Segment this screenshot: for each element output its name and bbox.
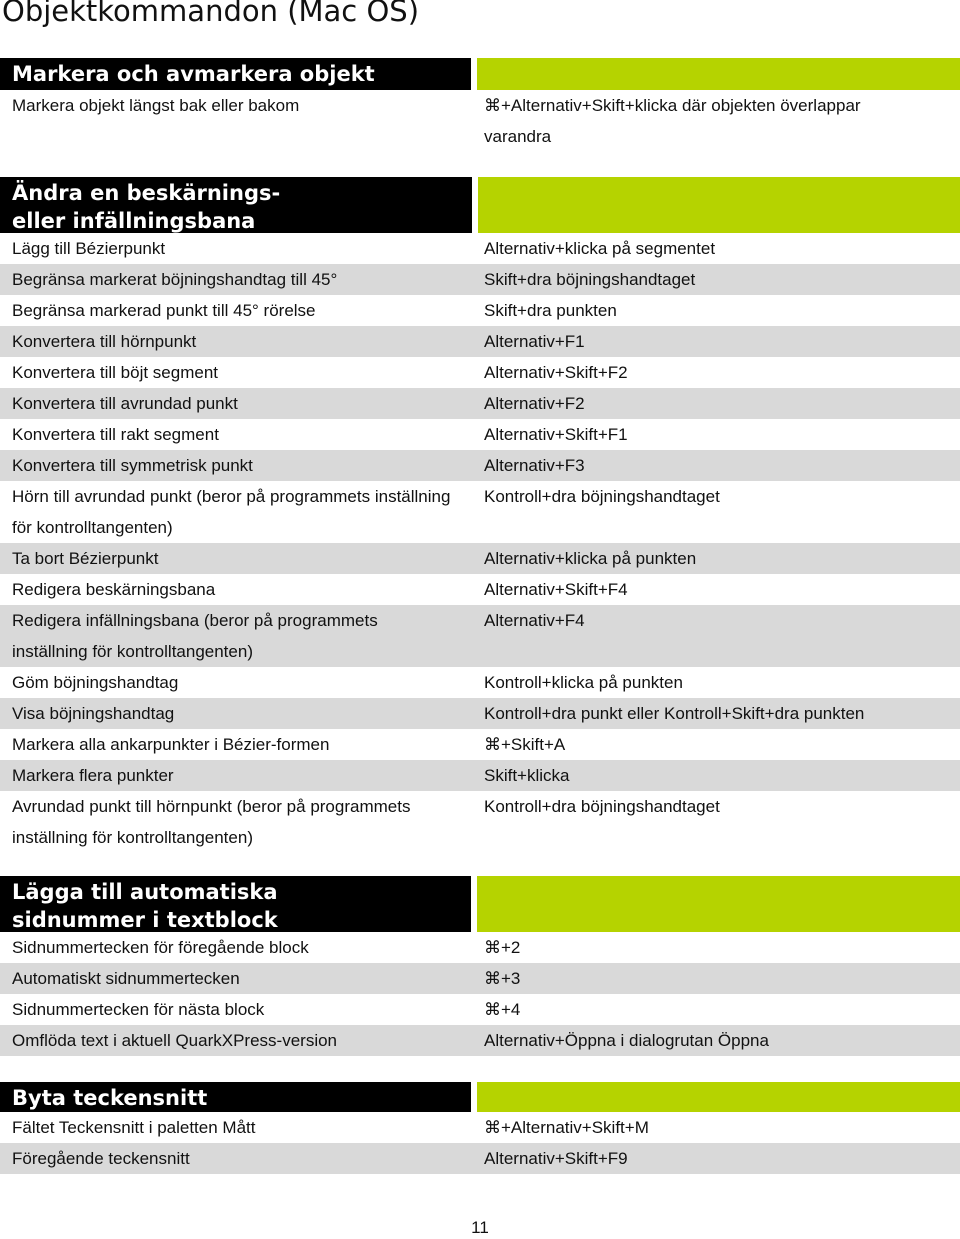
section-font bbox=[0, 1082, 960, 1174]
shortcut: ⌘+2 bbox=[484, 938, 521, 957]
section-select bbox=[0, 58, 960, 152]
section-accent bbox=[477, 876, 960, 932]
command-label: Lägg till Bézierpunkt bbox=[12, 239, 166, 258]
table-row bbox=[0, 605, 960, 667]
shortcut: Kontroll+klicka på punkten bbox=[484, 673, 683, 692]
shortcut: ⌘+4 bbox=[484, 1000, 521, 1019]
section-title: Markera och avmarkera objekt bbox=[0, 58, 471, 90]
table-row bbox=[0, 357, 960, 388]
command-label: Konvertera till rakt segment bbox=[12, 425, 219, 444]
command-label: Göm böjningshandtag bbox=[12, 673, 179, 692]
command-label: Konvertera till böjt segment bbox=[12, 363, 218, 382]
shortcut: Alternativ+Skift+F2 bbox=[484, 363, 628, 382]
command-label: Omflöda text i aktuell QuarkXPress-version bbox=[12, 1031, 338, 1050]
table-row bbox=[0, 264, 960, 295]
shortcut: Alternativ+Skift+F9 bbox=[484, 1149, 628, 1168]
command-label: Redigera infällningsbana (beror på programmets inställning för kontrolltangenten) bbox=[12, 611, 378, 661]
section-title: Ändra en beskärnings-eller infällningsbana bbox=[0, 177, 472, 233]
section-paths bbox=[0, 177, 960, 853]
section-pagenum bbox=[0, 876, 960, 1056]
page-number: 11 bbox=[471, 1218, 489, 1237]
shortcut: ⌘+3 bbox=[484, 969, 521, 988]
command-label: Sidnummertecken för föregående block bbox=[12, 938, 309, 957]
shortcut: Alternativ+F1 bbox=[484, 332, 585, 351]
table-row bbox=[0, 543, 960, 574]
table-row bbox=[0, 698, 960, 729]
table-row bbox=[0, 1112, 960, 1143]
section-title: Byta teckensnitt bbox=[0, 1082, 471, 1112]
command-label: Automatiskt sidnummertecken bbox=[12, 969, 240, 988]
shortcut: Kontroll+dra böjningshandtaget bbox=[484, 797, 720, 816]
table-row bbox=[0, 932, 960, 963]
table-row bbox=[0, 90, 960, 152]
shortcut: Alternativ+Skift+F4 bbox=[484, 580, 628, 599]
command-label: Markera objekt längst bak eller bakom bbox=[12, 96, 300, 115]
shortcut: ⌘+Alternativ+Skift+klicka där objekten överlappar varandra bbox=[484, 96, 861, 146]
table-row bbox=[0, 574, 960, 605]
table-row bbox=[0, 729, 960, 760]
command-label: Föregående teckensnitt bbox=[12, 1149, 190, 1168]
command-label: Begränsa markerad punkt till 45° rörelse bbox=[12, 301, 316, 320]
table-row bbox=[0, 450, 960, 481]
table-row bbox=[0, 419, 960, 450]
command-label: Begränsa markerat böjningshandtag till 45° bbox=[12, 270, 338, 289]
table-row bbox=[0, 760, 960, 791]
command-label: Markera alla ankarpunkter i Bézier-formen bbox=[12, 735, 330, 754]
table-row bbox=[0, 791, 960, 853]
table-row bbox=[0, 1143, 960, 1174]
table-row bbox=[0, 295, 960, 326]
shortcut: Alternativ+klicka på segmentet bbox=[484, 239, 716, 258]
shortcut: Alternativ+Öppna i dialogrutan Öppna bbox=[484, 1031, 769, 1050]
table-row bbox=[0, 326, 960, 357]
shortcut: Alternativ+F4 bbox=[484, 611, 585, 630]
command-label: Fältet Teckensnitt i paletten Mått bbox=[12, 1118, 256, 1137]
command-label: Hörn till avrundad punkt (beror på programmets inställning för kontrolltangenten) bbox=[12, 487, 451, 537]
command-label: Sidnummertecken för nästa block bbox=[12, 1000, 265, 1019]
shortcut: Skift+dra böjningshandtaget bbox=[484, 270, 696, 289]
table-row bbox=[0, 233, 960, 264]
table-row bbox=[0, 963, 960, 994]
command-label: Markera flera punkter bbox=[12, 766, 174, 785]
table-row bbox=[0, 388, 960, 419]
table-row bbox=[0, 667, 960, 698]
shortcut: Alternativ+F3 bbox=[484, 456, 585, 475]
shortcut: Skift+klicka bbox=[484, 766, 570, 785]
command-label: Ta bort Bézierpunkt bbox=[12, 549, 159, 568]
shortcut: Alternativ+klicka på punkten bbox=[484, 549, 697, 568]
section-accent bbox=[477, 1082, 960, 1112]
table-row bbox=[0, 481, 960, 543]
command-label: Redigera beskärningsbana bbox=[12, 580, 216, 599]
page-title: Objektkommandon (Mac OS) bbox=[2, 0, 420, 28]
section-title: Lägga till automatiska sidnummer i textblock bbox=[0, 876, 471, 932]
shortcut: Kontroll+dra böjningshandtaget bbox=[484, 487, 720, 506]
shortcut: Skift+dra punkten bbox=[484, 301, 617, 320]
command-label: Visa böjningshandtag bbox=[12, 704, 175, 723]
command-label: Avrundad punkt till hörnpunkt (beror på programmets inställning för kontrolltangenten) bbox=[12, 797, 411, 847]
shortcut: ⌘+Alternativ+Skift+M bbox=[484, 1118, 649, 1137]
shortcut: Kontroll+dra punkt eller Kontroll+Skift+dra punkten bbox=[484, 704, 865, 723]
shortcut: ⌘+Skift+A bbox=[484, 735, 566, 754]
section-accent bbox=[478, 177, 960, 233]
table-row bbox=[0, 1025, 960, 1056]
command-label: Konvertera till avrundad punkt bbox=[12, 394, 238, 413]
command-label: Konvertera till symmetrisk punkt bbox=[12, 456, 253, 475]
command-label: Konvertera till hörnpunkt bbox=[12, 332, 197, 351]
section-accent bbox=[477, 58, 960, 90]
shortcut: Alternativ+Skift+F1 bbox=[484, 425, 628, 444]
table-row bbox=[0, 994, 960, 1025]
shortcut: Alternativ+F2 bbox=[484, 394, 585, 413]
